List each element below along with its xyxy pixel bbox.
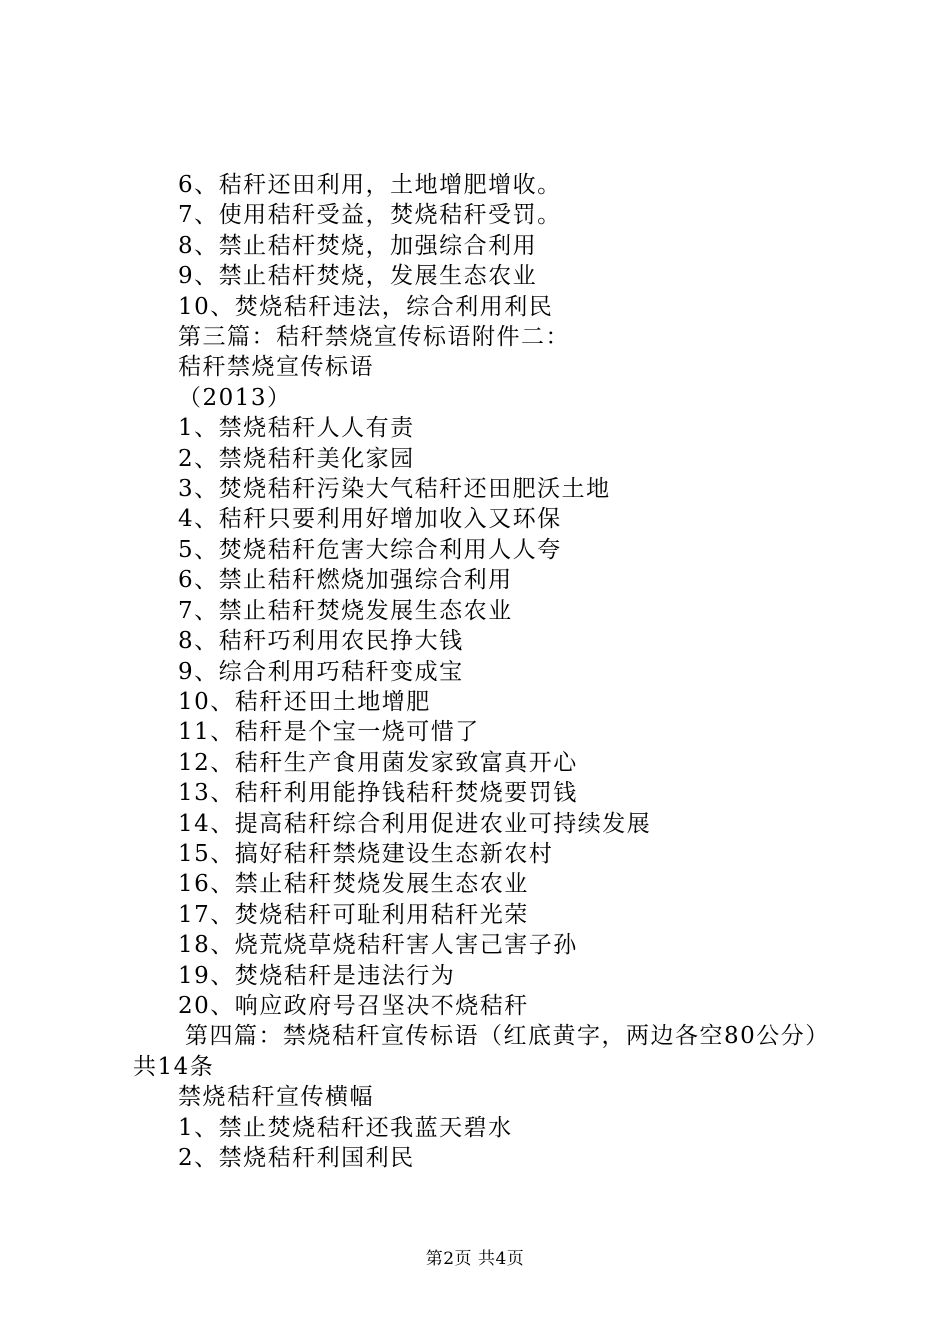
- text-line: 5、焚烧秸秆危害大综合利用人人夸: [178, 536, 562, 563]
- text-line: 11、秸秆是个宝一烧可惜了: [178, 719, 480, 746]
- text-line: 13、秸秆利用能挣钱秸秆焚烧要罚钱: [178, 780, 578, 807]
- text-line: 8、秸秆巧利用农民挣大钱: [178, 628, 464, 655]
- text-line: 9、综合利用巧秸秆变成宝: [178, 658, 464, 685]
- text-line: 秸秆禁烧宣传标语: [178, 354, 374, 381]
- text-line: 10、焚烧秸秆违法，综合利用利民: [178, 293, 554, 320]
- text-line: 9、禁止秸杆焚烧，发展生态农业: [178, 263, 538, 290]
- text-line: 10、秸秆还田土地增肥: [178, 688, 431, 715]
- text-line: 禁烧秸秆宣传横幅: [178, 1084, 374, 1111]
- text-line: 1、禁止焚烧秸秆还我蓝天碧水: [178, 1114, 513, 1141]
- text-line: 7、使用秸秆受益，焚烧秸秆受罚。: [178, 202, 562, 229]
- text-line: 2、禁烧秸秆利国利民: [178, 1145, 415, 1171]
- text-line: 4、秸秆只要利用好增加收入又环保: [178, 506, 562, 533]
- text-line: 16、禁止秸秆焚烧发展生态农业: [178, 871, 529, 898]
- slogan-list-part-b: [133, 1082, 833, 1173]
- slogan-list-part-a: [133, 170, 833, 1021]
- text-line: 17、焚烧秸秆可耻利用秸秆光荣: [178, 901, 529, 928]
- text-line: 1、禁烧秸秆人人有责: [178, 415, 415, 442]
- text-line: 20、响应政府号召坚决不烧秸秆: [178, 992, 529, 1019]
- text-line: 8、禁止秸杆焚烧，加强综合利用: [178, 232, 538, 259]
- text-line: 7、禁止秸秆焚烧发展生态农业: [178, 597, 513, 624]
- text-line: 14、提高秸秆综合利用促进农业可持续发展: [178, 810, 652, 837]
- text-line: 3、焚烧秸秆污染大气秸秆还田肥沃土地: [178, 476, 611, 503]
- text-line: （2013）: [178, 384, 292, 411]
- text-line: 15、搞好秸秆禁烧建设生态新农村: [178, 840, 554, 867]
- text-line: 12、秸秆生产食用菌发家致富真开心: [178, 749, 578, 776]
- text-line: 2、禁烧秸秆美化家园: [178, 445, 415, 472]
- page-footer: 第2页 共4页: [425, 1249, 525, 1269]
- document-body: [133, 170, 833, 1173]
- text-line: 6、秸秆还田利用，土地增肥增收。: [178, 172, 562, 198]
- text-line: 第三篇：秸秆禁烧宣传标语附件二：: [178, 324, 570, 351]
- text-line: 6、禁止秸秆燃烧加强综合利用: [178, 567, 513, 594]
- text-line: 19、焚烧秸秆是违法行为: [178, 962, 456, 989]
- text-line: 18、烧荒烧草烧秸秆害人害己害子孙: [178, 932, 578, 959]
- section-four-heading: 第四篇：禁烧秸秆宣传标语（红底黄字，两边各空80公分）共14条: [133, 1023, 830, 1080]
